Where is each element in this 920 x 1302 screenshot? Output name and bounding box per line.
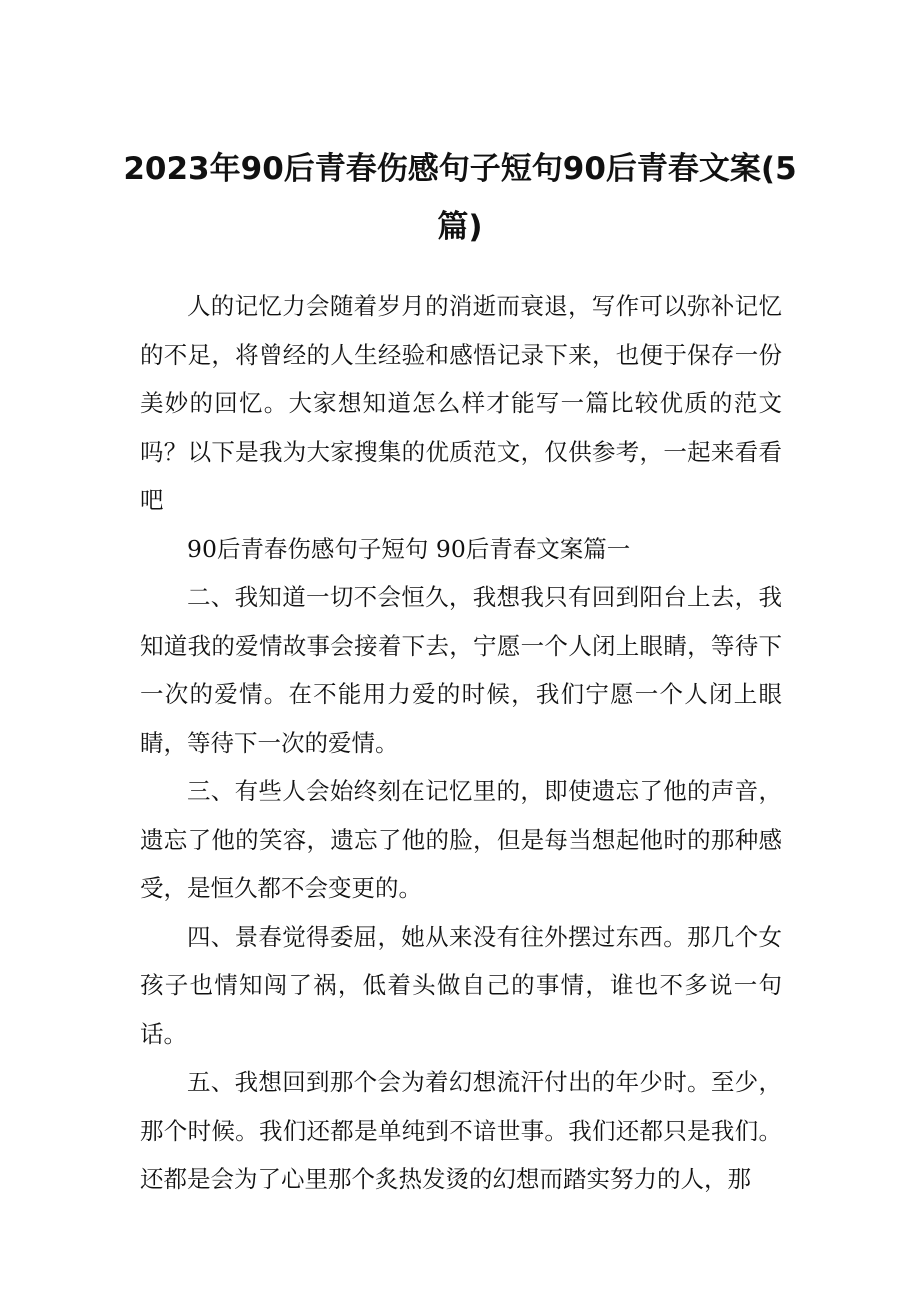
- paragraph-2: 二、我知道一切不会恒久，我想我只有回到阳台上去，我知道我的爱情故事会接着下去，宁愿一个人闭上眼睛，等待下一次的爱情。在不能用力爱的时候，我们宁愿一个人闭上眼睛，等待下一次的爱情。: [140, 583, 782, 757]
- paragraph-3: 三、有些人会始终刻在记忆里的，即使遗忘了他的声音，遗忘了他的笑容，遗忘了他的脸，但是每当想起他时的那种感受，是恒久都不会变更的。: [140, 777, 782, 902]
- document-title: 2023年90后青春伤感句子短句90后青春文案(5 篇): [123, 151, 797, 245]
- paragraph-4: 四、景春觉得委屈，她从来没有往外摆过东西。那几个女孩子也情知闯了祸，低着头做自己的事情，谁也不多说一句话。: [140, 922, 782, 1048]
- document-body: [140, 282, 782, 1204]
- intro-paragraph: 人的记忆力会随着岁月的消逝而衰退，写作可以弥补记忆的不足，将曾经的人生经验和感悟记录下来，也便于保存一份美妙的回忆。大家想知道怎么样才能写一篇比较优质的范文吗？以下是我为大家搜集的优质范文，仅供参考，一起来看看吧: [140, 292, 782, 514]
- section-heading: 90后青春伤感句子短句 90后青春文案篇一: [187, 534, 631, 563]
- paragraph-5: 五、我想回到那个会为着幻想流汗付出的年少时。至少，那个时候。我们还都是单纯到不谙世事。我们还都只是我们。还都是会为了心里那个炙热发烫的幻想而踏实努力的人，那: [140, 1068, 782, 1193]
